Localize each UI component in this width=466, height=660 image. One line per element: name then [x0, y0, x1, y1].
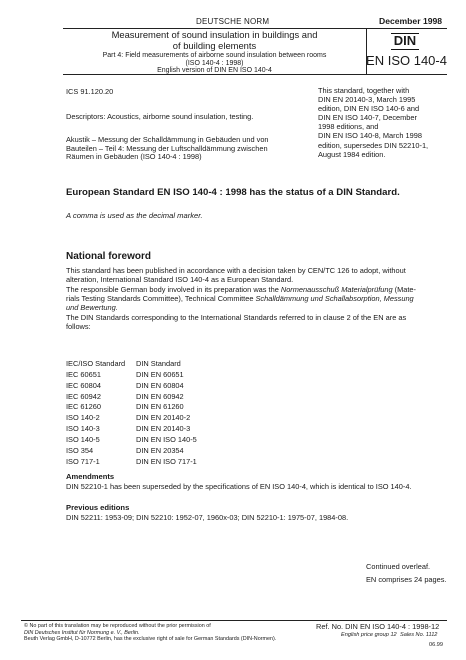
document-title [63, 30, 366, 51]
foreword-p2-line [66, 285, 416, 294]
table-cell: DIN EN 60804 [136, 380, 184, 390]
table-header-cell: DIN Standard [136, 359, 181, 368]
table-row [66, 446, 197, 457]
table-cell: DIN EN 20140-2 [136, 413, 191, 423]
table-row [66, 381, 197, 392]
copyright-line: Beuth Verlag GmbH, D-10772 Berlin, has the exclusive right of sale for German Standards (DIN-Normen). [24, 636, 277, 643]
subtitle-line-1: Part 4: Field measurements of airborne sound insulation between rooms [102, 52, 327, 59]
amendments-heading: Amendments [66, 472, 115, 481]
table-header-row [66, 359, 197, 370]
sales-number: Sales No. 1112 [400, 632, 438, 638]
foreword-p2-line: und Bewertung. [66, 303, 118, 313]
table-cell: ISO 140-5 [66, 434, 100, 444]
foreword-p2-line [66, 294, 416, 303]
foreword-p2-text: (Mate- [392, 285, 416, 294]
committee-name: Normenausschuß Materialprüfung [280, 285, 393, 294]
english-version-note: English version of DIN EN ISO 140-4 [157, 67, 272, 75]
reference-number: Ref. No. DIN EN ISO 140-4 : 1998-12 [316, 622, 440, 631]
previous-editions-text: DIN 52211: 1953-09; DIN 52210: 1952-07, 1960x-03; DIN 52210-1: 1975-07, 1984-08. [66, 513, 349, 522]
supersedes-line: DIN EN 20140-3, March 1995 [318, 95, 416, 105]
table-row [66, 413, 197, 424]
din-logo-bottom-bar [391, 49, 419, 50]
table-cell: IEC 60651 [66, 369, 101, 379]
german-title-line-3: Räumen in Gebäuden (ISO 140-4 : 1998) [66, 152, 202, 162]
subtitle-line-2: (ISO 140-4 : 1998) [185, 59, 244, 67]
footer-rule [21, 620, 447, 621]
table-row [66, 370, 197, 381]
table-cell: DIN EN ISO 140-5 [136, 434, 197, 444]
previous-editions-heading: Previous editions [66, 503, 130, 512]
descriptors: Descriptors: Acoustics, airborne sound insulation, testing. [66, 112, 254, 121]
table-row [66, 457, 197, 468]
title-line-2: of building elements [172, 39, 257, 51]
continued-overleaf: Continued overleaf. [366, 562, 431, 571]
standards-correspondence-table [66, 359, 197, 467]
table-cell: ISO 717-1 [66, 456, 100, 466]
table-cell: DIN EN 61260 [136, 402, 184, 412]
foreword-p2-text: The responsible German body involved in its preparation was the [66, 285, 281, 294]
supersedes-line: edition, supersedes DIN 52210-1, [318, 140, 429, 150]
copyright-line: DIN Deutsches Institut für Normung e. V., Berlin. [24, 629, 140, 636]
foreword-p3-line: The DIN Standards corresponding to the International Standards referred to in clause 2 of the EN are as [66, 313, 407, 322]
table-row [66, 424, 197, 435]
print-code: 06.99 [429, 642, 443, 648]
supersedes-line: This standard, together with [318, 86, 410, 95]
supersedes-note [318, 86, 428, 159]
table-cell: IEC 60804 [66, 380, 101, 390]
standard-number: EN ISO 140-4 [366, 53, 447, 68]
table-cell: DIN EN ISO 717-1 [136, 456, 197, 466]
supersedes-line: 1998 editions, and [318, 122, 379, 132]
foreword-p2-text: rials Testing Standards Committee), Technical Committee [66, 294, 256, 304]
table-cell: DIN EN 60942 [136, 391, 184, 401]
national-foreword-heading: National foreword [66, 251, 152, 262]
foreword-p3-line: follows: [66, 322, 91, 332]
document-subtitle [63, 52, 366, 75]
foreword-p1-line: This standard has been published in accordance with a decision taken by CEN/TC 126 to adopt, without [66, 266, 406, 275]
table-cell: ISO 354 [66, 445, 94, 455]
table-cell: DIN EN 20354 [136, 445, 184, 455]
foreword-paragraph-2 [66, 285, 416, 313]
table-cell: IEC 60942 [66, 391, 101, 401]
technical-committee-name: Schalldämmung und Schallabsorption, Messung [255, 294, 414, 304]
table-cell: ISO 140-3 [66, 424, 100, 434]
supersedes-line: DIN EN ISO 140-7, December [318, 113, 417, 123]
copyright-line: © No part of this translation may be reproduced without the prior permission of [24, 623, 211, 629]
page-count: EN comprises 24 pages. [366, 574, 447, 584]
supersedes-line: edition, DIN EN ISO 140-6 and [318, 104, 420, 114]
copyright-notice [24, 623, 276, 643]
comma-note: A comma is used as the decimal marker. [66, 211, 203, 220]
table-cell: DIN EN 20140-3 [136, 424, 191, 434]
table-row [66, 435, 197, 446]
org-label: DEUTSCHE NORM [196, 17, 270, 26]
continued-note [366, 561, 447, 586]
foreword-p1-line: alteration, International Standard ISO 140-4 as a European Standard. [66, 275, 294, 285]
foreword-paragraph-3 [66, 313, 406, 331]
table-row [66, 392, 197, 403]
german-title-line-1: Akustik – Messung der Schalldämmung in Gebäuden und von [66, 135, 269, 144]
din-logo-text: DIN [393, 33, 417, 48]
supersedes-line: August 1984 edition. [318, 149, 386, 159]
supersedes-line: DIN EN ISO 140-8, March 1998 [318, 131, 422, 141]
din-logo [390, 33, 420, 51]
german-title [66, 136, 269, 162]
title-line-1: Measurement of sound insulation in buildings and [111, 29, 318, 40]
foreword-paragraph-1 [66, 266, 406, 284]
price-group: English price group 12 [341, 632, 397, 638]
ics-code: ICS 91.120.20 [66, 87, 114, 96]
publication-date: December 1998 [379, 16, 443, 26]
amendments-text: DIN 52210-1 has been superseded by the specifications of EN ISO 140-4, which is identical to ISO 140-4. [66, 482, 412, 491]
german-title-line-2: Bauteilen – Teil 4: Messung der Luftschalldämmung zwischen [66, 143, 268, 153]
table-cell: DIN EN 60651 [136, 369, 184, 379]
table-row [66, 402, 197, 413]
status-heading: European Standard EN ISO 140-4 : 1998 has the status of a DIN Standard. [66, 187, 400, 198]
table-header-cell: IEC/ISO Standard [66, 359, 126, 368]
table-cell: ISO 140-2 [66, 413, 100, 423]
table-cell: IEC 61260 [66, 402, 101, 412]
